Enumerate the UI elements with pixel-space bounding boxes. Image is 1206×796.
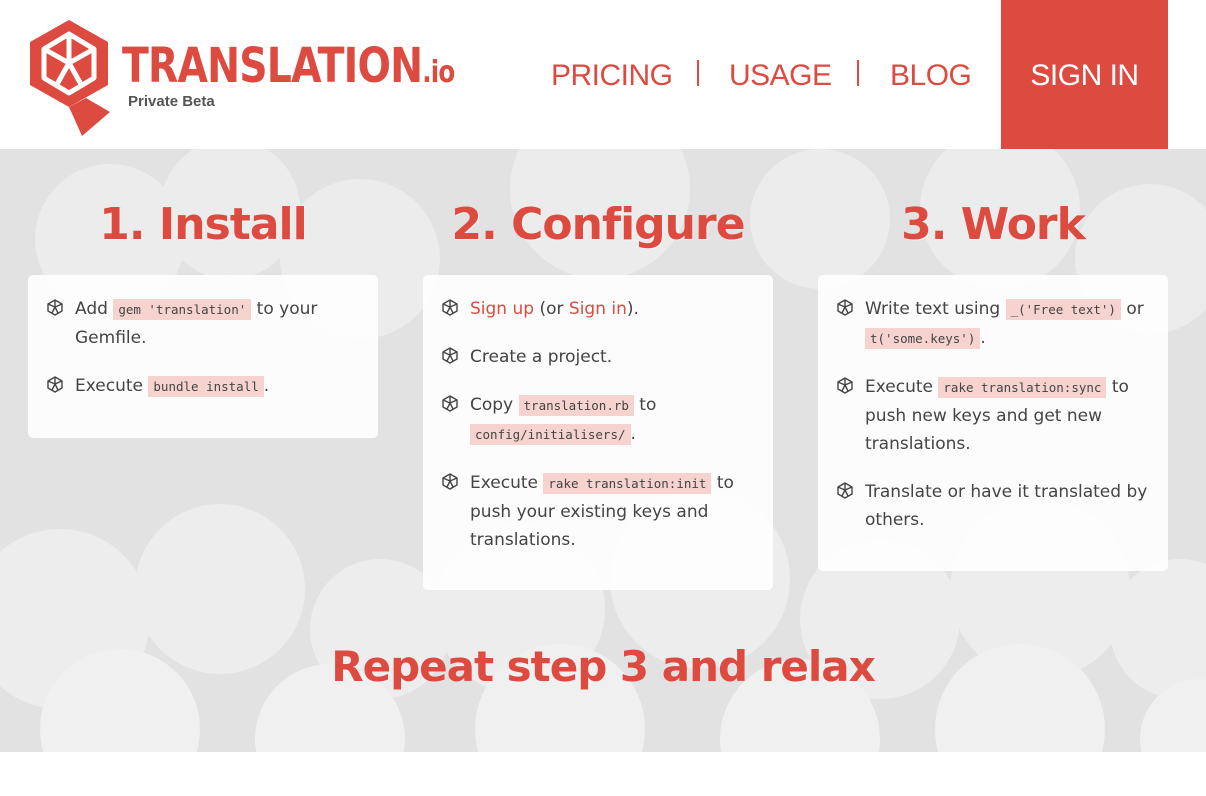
nav-usage-link[interactable]: USAGE (729, 59, 832, 92)
step-3-title: 3. Work (901, 199, 1085, 250)
code-snippet: gem 'translation' (113, 299, 251, 320)
gem-outline-icon (441, 347, 459, 365)
item-text: Write text using (865, 299, 1006, 319)
code-snippet: rake translation:init (543, 473, 711, 494)
nav-separator (697, 60, 699, 86)
code-snippet: config/initialisers/ (470, 424, 631, 445)
list-item (46, 295, 362, 352)
list-item (836, 295, 1152, 353)
item-text: . (980, 328, 986, 348)
page-footer (0, 752, 1206, 796)
item-text: Create a project. (470, 347, 613, 367)
code-snippet: bundle install (148, 376, 263, 397)
list-item (441, 391, 757, 449)
list-item (441, 343, 757, 371)
list-item (836, 373, 1152, 458)
code-snippet: translation.rb (519, 395, 634, 416)
gem-outline-icon (46, 299, 64, 317)
item-text: . (263, 376, 270, 396)
item-text: or (1120, 299, 1144, 319)
code-snippet: _('Free text') (1006, 299, 1121, 320)
gem-outline-icon (441, 299, 459, 317)
code-snippet: rake translation:sync (938, 377, 1106, 398)
item-text: Add (75, 299, 114, 319)
step-2-card (423, 275, 773, 590)
step-2-title: 2. Configure (451, 199, 745, 250)
list-item (836, 478, 1152, 534)
gem-outline-icon (836, 482, 854, 500)
list-item (441, 469, 757, 554)
step-3-card (818, 275, 1168, 571)
nav-separator (857, 60, 859, 86)
repeat-tagline: Repeat step 3 and relax (331, 642, 875, 691)
nav-blog-link[interactable]: BLOG (890, 59, 972, 92)
site-header (0, 0, 1206, 149)
item-text: to your Gemfile. (75, 299, 318, 348)
sign-up-link[interactable]: Sign up (470, 299, 535, 319)
item-text: to (633, 395, 657, 415)
brand-tagline: Private Beta (128, 93, 215, 110)
gem-outline-icon (46, 376, 64, 394)
item-text: Translate or have it translated by others. (865, 482, 1148, 530)
sign-in-button[interactable] (1001, 0, 1168, 149)
item-text: Copy (470, 395, 519, 415)
sign-in-link[interactable]: Sign in (568, 299, 627, 319)
brand-name-main: TRANSLATION (122, 38, 423, 94)
item-text: Execute (75, 376, 149, 396)
steps-section (0, 149, 1206, 752)
list-item (441, 295, 757, 323)
item-text: (or (534, 299, 569, 319)
list-item (46, 372, 362, 401)
item-text: Execute (470, 473, 544, 493)
code-snippet: t('some.keys') (865, 328, 980, 349)
gem-outline-icon (441, 473, 459, 491)
step-1-card (28, 275, 378, 438)
item-text: to push your existing keys and translations. (470, 473, 734, 550)
gem-outline-icon (441, 395, 459, 413)
item-text: . (630, 424, 636, 444)
nav-pricing-link[interactable]: PRICING (551, 59, 673, 92)
brand-name-suffix: .io (422, 55, 455, 90)
item-text: ). (626, 299, 639, 319)
item-text: Execute (865, 377, 939, 397)
step-1-title: 1. Install (99, 199, 307, 250)
item-text: to push new keys and get new translations. (865, 377, 1129, 454)
gem-outline-icon (836, 299, 854, 317)
gem-outline-icon (836, 377, 854, 395)
sign-in-label: SIGN IN (1030, 59, 1139, 92)
